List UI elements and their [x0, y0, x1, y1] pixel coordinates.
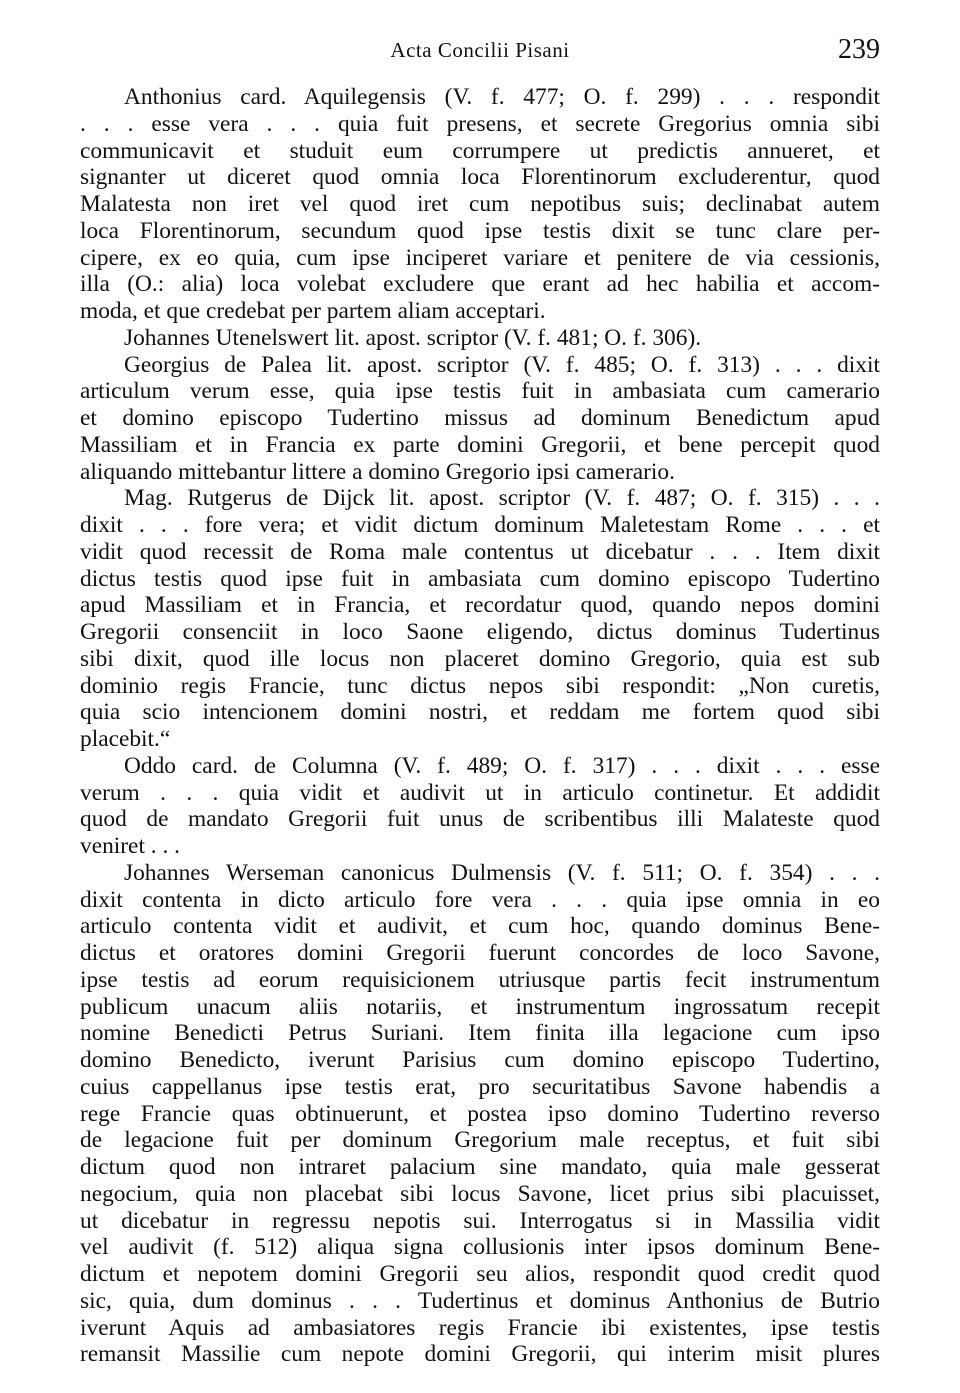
text-line: communicavit et studuit eum corrumpere ut predictis annueret, et	[80, 137, 880, 164]
text-line: articulo contenta vidit et audivit, et cum hoc, quando dominus Bene-	[80, 913, 880, 940]
text-line: dictus et oratores domini Gregorii fuerunt concordes de loco Savone,	[80, 940, 880, 966]
text-line: . . . esse vera . . . quia fuit presens, et secrete Gregorius omnia sibi	[80, 110, 880, 137]
text-line: aliquando mittebantur littere a domino Gregorio ipsi camerario.	[80, 458, 675, 485]
text-line: moda, et que credebat per partem aliam acceptari.	[80, 298, 546, 324]
text-line: dictum quod non intraret palacium sine mandato, quia male gesserat	[80, 1154, 880, 1180]
text-line: dominio regis Francie, tunc dictus nepos sibi respondit: „Non curetis,	[80, 672, 880, 699]
text-line: negocium, quia non placebat sibi locus Savone, licet prius sibi placuisset,	[80, 1180, 880, 1207]
text-line: quia scio intencionem domini nostri, et reddam me fortem quod sibi	[80, 699, 880, 726]
text-line: sibi dixit, quod ille locus non placeret domino Gregorio, quia est sub	[80, 645, 880, 672]
text-line: Malatesta non iret vel quod iret cum nepotibus suis; declinabat autem	[80, 191, 880, 217]
text-line: verum . . . quia vidit et audivit ut in articulo continetur. Et addidit	[80, 779, 880, 806]
text-line: dixit contenta in dicto articulo fore vera . . . quia ipse omnia in eo	[80, 886, 880, 913]
page-number: 239	[838, 34, 880, 65]
text-line: Massiliam et in Francia ex parte domini Gregorii, et bene percepit quod	[80, 431, 880, 458]
text-line: illa (O.: alia) loca volebat excludere que erant ad hec habilia et accom-	[80, 271, 880, 298]
text-line: Gregorii consenciit in loco Saone eligendo, dictus dominus Tudertinus	[80, 619, 880, 645]
text-line: quod de mandato Gregorii fuit unus de scribentibus illi Malateste quod	[80, 806, 880, 833]
running-head	[80, 34, 880, 74]
text-line: dictus testis quod ipse fuit in ambasiata cum domino episcopo Tudertino	[80, 565, 880, 592]
text-line: loca Florentinorum, secundum quod ipse testis dixit se tunc clare per-	[80, 217, 880, 244]
text-line: cuius cappellanus ipse testis erat, pro securitatibus Savone habendis a	[80, 1073, 880, 1100]
text-line: dixit . . . fore vera; et vidit dictum dominum Maletestam Rome . . . et	[80, 512, 880, 538]
text-line: Johannes Werseman canonicus Dulmensis (V. f. 511; O. f. 354) . . .	[124, 859, 880, 886]
text-line: nomine Benedicti Petrus Suriani. Item finita illa legacione cum ipso	[80, 1020, 880, 1047]
body-text	[80, 84, 880, 1368]
text-line: Anthonius card. Aquilegensis (V. f. 477; O. f. 299) . . . respondit	[124, 84, 880, 110]
text-line: publicum unacum aliis notariis, et instrumentum ingrossatum recepit	[80, 993, 880, 1020]
text-line: apud Massiliam et in Francia, et recordatur quod, quando nepos domini	[80, 592, 880, 619]
text-line: signanter ut diceret quod omnia loca Florentinorum excluderentur, quod	[80, 164, 880, 191]
text-line: sic, quia, dum dominus . . . Tudertinus et dominus Anthonius de Butrio	[80, 1287, 880, 1314]
text-line: et domino episcopo Tudertino missus ad dominum Benedictum apud	[80, 405, 880, 431]
document-page	[80, 34, 880, 1368]
text-line: Oddo card. de Columna (V. f. 489; O. f. 317) . . . dixit . . . esse	[124, 752, 880, 779]
text-line: ipse testis ad eorum requisicionem utriusque partis fecit instrumentum	[80, 966, 880, 993]
text-line: rege Francie quas obtinuerunt, et postea ipso domino Tudertino reverso	[80, 1100, 880, 1127]
text-line: iverunt Aquis ad ambasiatores regis Francie ibi existentes, ipse testis	[80, 1314, 880, 1341]
text-line: de legacione fuit per dominum Gregorium male receptus, et fuit sibi	[80, 1127, 880, 1154]
text-line: domino Benedicto, iverunt Parisius cum domino episcopo Tudertino,	[80, 1047, 880, 1073]
text-line: Johannes Utenelswert lit. apost. scriptor (V. f. 481; O. f. 306).	[124, 324, 702, 351]
running-title: Acta Concilii Pisani	[390, 38, 570, 62]
text-line: remansit Massilie cum nepote domini Gregorii, qui interim misit plures	[80, 1341, 880, 1368]
text-line: dictum et nepotem domini Gregorii seu alios, respondit quod credit quod	[80, 1261, 880, 1287]
text-line: placebit.“	[80, 726, 171, 752]
text-line: ut dicebatur in regressu nepotis sui. Interrogatus si in Massilia vidit	[80, 1207, 880, 1234]
text-line: articulum verum esse, quia ipse testis fuit in ambasiata cum camerario	[80, 378, 880, 405]
text-line: Mag. Rutgerus de Dijck lit. apost. scriptor (V. f. 487; O. f. 315) . . .	[124, 485, 880, 512]
text-line: cipere, ex eo quia, cum ipse inciperet variare et penitere de via cessionis,	[80, 244, 880, 271]
text-line: vel audivit (f. 512) aliqua signa collusionis inter ipsos dominum Bene-	[80, 1234, 880, 1261]
text-line: vidit quod recessit de Roma male contentus ut dicebatur . . . Item dixit	[80, 538, 880, 565]
text-line: Georgius de Palea lit. apost. scriptor (V. f. 485; O. f. 313) . . . dixit	[124, 351, 880, 378]
text-line: veniret . . .	[80, 833, 181, 859]
